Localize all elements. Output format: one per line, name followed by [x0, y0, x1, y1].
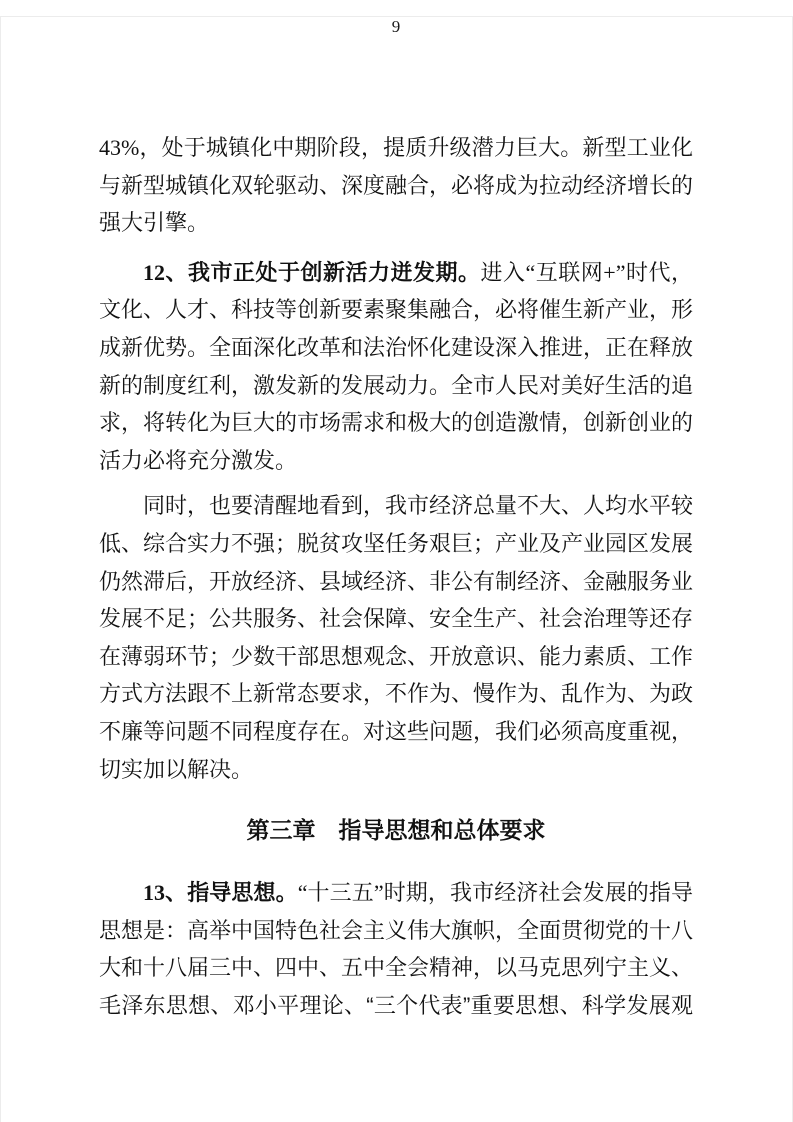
text-line — [99, 713, 693, 751]
paragraph — [99, 129, 693, 242]
text-line — [99, 563, 693, 601]
text-line — [99, 638, 693, 676]
text-run: 低、综合实力不强；脱贫攻坚任务艰巨；产业及产业园区发展 — [99, 530, 694, 556]
text-line — [99, 204, 693, 242]
text-run: 新的制度红利，激发新的发展动力。全市人民对美好生活的追 — [99, 372, 694, 398]
text-line — [99, 874, 693, 912]
text-run: 发展不足；公共服务、社会保障、安全生产、社会治理等还存 — [99, 606, 694, 632]
chapter-heading — [99, 810, 693, 850]
text-run: 12、我市正处于创新活力迸发期。 — [143, 259, 481, 285]
text-line — [99, 329, 693, 367]
text-run: 成新优势。全面深化改革和法治怀化建设深入推进，正在释放 — [99, 334, 694, 360]
paragraph — [99, 874, 693, 1024]
document-body — [99, 16, 693, 1024]
text-run: 第三章 指导思想和总体要求 — [246, 817, 546, 844]
text-line — [99, 949, 693, 987]
text-run: 在薄弱环节；少数干部思想观念、开放意识、能力素质、工作 — [99, 643, 694, 669]
text-line — [99, 600, 693, 638]
text-run: 高举中国特色社会主义伟大旗帜，全面贯彻党的十八 — [187, 917, 694, 943]
text-run: 进入“互联网+”时代， — [480, 259, 693, 285]
text-run: 仍然滞后，开放经济、县域经济、非公有制经济、金融服务业 — [99, 568, 694, 594]
text-line — [99, 367, 693, 405]
text-line — [99, 291, 693, 329]
text-line — [99, 525, 693, 563]
text-run: 与新型城镇化双轮驱动、深度融合，必将成为拉动经济增长的 — [99, 172, 694, 198]
text-line — [99, 810, 693, 850]
text-line — [99, 129, 693, 167]
page-number: 9 — [391, 17, 401, 36]
text-line — [99, 404, 693, 442]
text-run: 大和十八届三中、四中、五中全会精神，以马克思列宁主义、 — [99, 955, 694, 981]
document-page — [0, 16, 793, 1122]
text-line — [99, 912, 693, 950]
text-run: 求，将转化为巨大的市场需求和极大的创造激情，创新创业的 — [99, 410, 694, 436]
text-line — [99, 751, 693, 789]
text-line — [99, 442, 693, 480]
paragraph — [99, 254, 693, 480]
text-run: 同时，也要清醒地看到，我市经济总量不大、人均水平较 — [143, 493, 694, 519]
text-run: 文化、人才、科技等创新要素聚集融合，必将催生新产业，形 — [99, 297, 694, 323]
text-run: 43%，处于城镇化中期阶段，提质升级潜力巨大。新型工业化 — [99, 135, 693, 160]
text-run: 13、指导思想。 — [143, 880, 298, 906]
text-line — [99, 487, 693, 525]
text-run: 方式方法跟不上新常态要求，不作为、慢作为、乱作为、为政 — [99, 681, 694, 707]
text-line — [99, 675, 693, 713]
paragraph — [99, 487, 693, 788]
text-run: 强大引擎。 — [99, 210, 210, 236]
text-run: 活力必将充分激发。 — [99, 447, 298, 473]
text-line — [99, 167, 693, 205]
text-run: 毛泽东思想、邓小平理论、“三个代表”重要思想、科学发展观 — [99, 992, 693, 1018]
text-run: “十三五”时期，我市经济社会发展的指导 — [297, 880, 693, 906]
text-run: 思想是： — [99, 917, 188, 943]
text-run: 切实加以解决。 — [99, 756, 254, 782]
text-line — [99, 254, 693, 292]
text-run: 不廉等问题不同程度存在。对这些问题，我们必须高度重视， — [99, 718, 694, 744]
text-line — [99, 987, 693, 1025]
